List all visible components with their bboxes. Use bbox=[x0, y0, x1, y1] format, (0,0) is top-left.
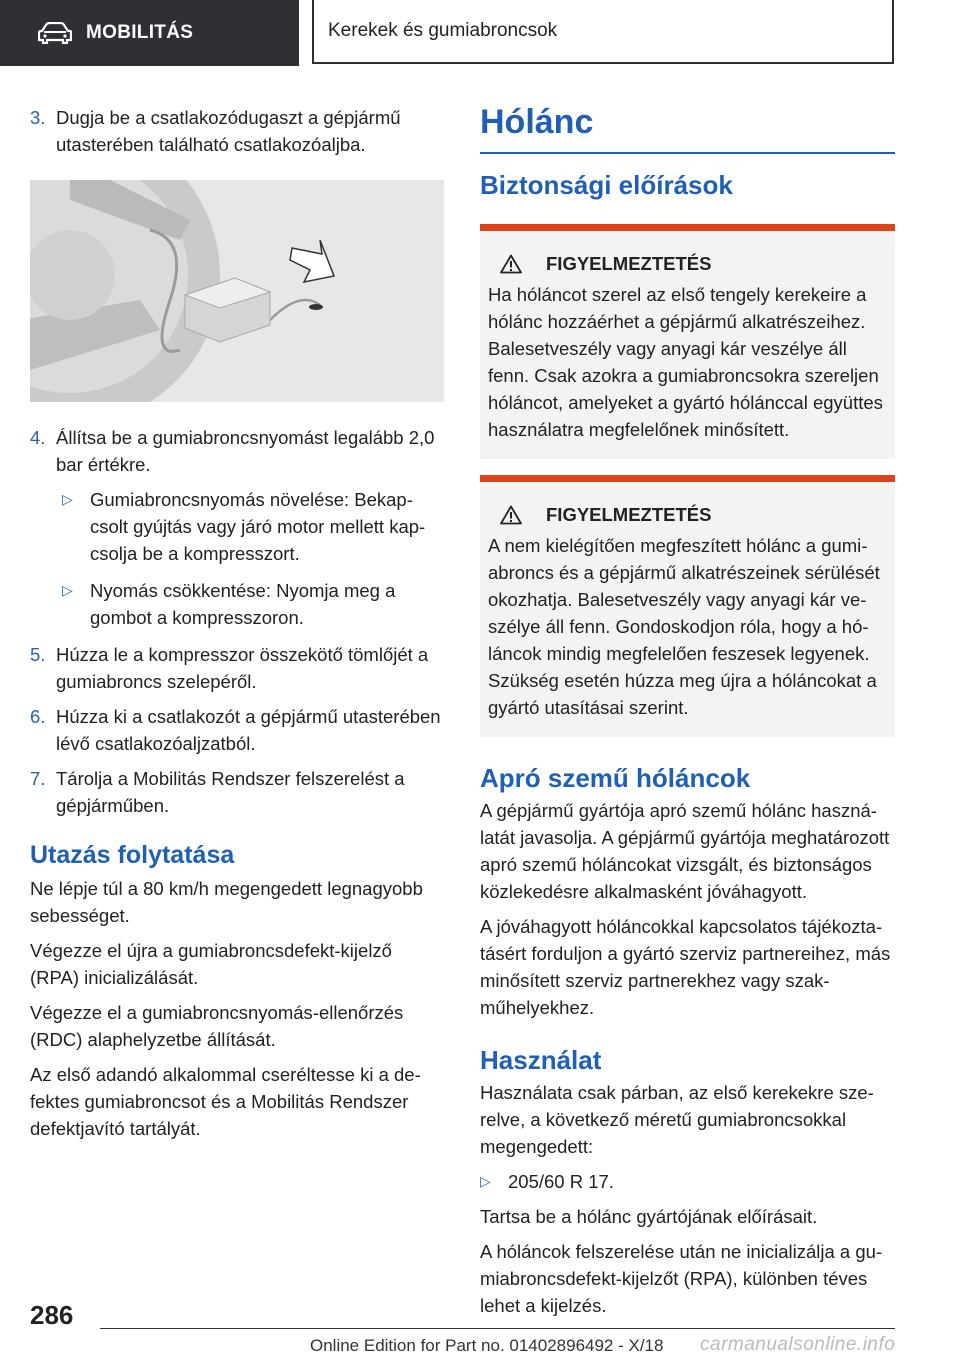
section-header bbox=[0, 0, 299, 66]
footer-divider bbox=[100, 1328, 895, 1329]
section-title: MOBILITÁS bbox=[86, 22, 194, 43]
sub-item-text: Nyomás csökkentése: Nyomja meg a gombot a kompresszoron. bbox=[90, 580, 396, 628]
section-heading: Használat bbox=[480, 1045, 602, 1075]
list-item-text: 205/60 R 17. bbox=[508, 1171, 614, 1192]
sub-item bbox=[56, 577, 444, 631]
step-text: Dugja be a csatlakozódugaszt a gépjármű utasterében található csatlakozóaljba. bbox=[56, 107, 401, 155]
paragraph: Használata csak párban, az első kerekekre szerelve, a következő méretű gumiabroncsokkal megengedett: bbox=[480, 1082, 874, 1157]
step-text: Állítsa be a gumiabroncsnyomást legalább 2,0 bar értékre. bbox=[56, 427, 435, 475]
step-number: 4. bbox=[30, 427, 46, 448]
section-heading: Utazás folytatása bbox=[30, 841, 235, 869]
paragraph: Tartsa be a hólánc gyártójának előírásait. bbox=[480, 1206, 818, 1227]
paragraph: A hóláncok felszerelése után ne inicializálja a gumiabroncsdefekt-kijelzőt (RPA), különben téves lehet a kijelzés. bbox=[480, 1241, 883, 1316]
paragraph: A jóváhagyott hóláncokkal kapcsolatos tájékoztatásért forduljon a gyártó szerviz partnereihez, más minősített szerviz partnerekhez vagy szakműhelyekhez. bbox=[480, 916, 891, 1018]
page-title: Hólánc bbox=[480, 103, 594, 141]
step-number: 6. bbox=[30, 706, 46, 727]
step-text: Tárolja a Mobilitás Rendszer felszerelést a gépjárműben. bbox=[56, 768, 405, 816]
section-heading: Apró szemű hóláncok bbox=[480, 763, 751, 793]
chapter-header bbox=[312, 0, 894, 64]
title-divider bbox=[480, 152, 895, 154]
page-number: 286 bbox=[30, 1300, 74, 1330]
bullet-triangle-icon: ▷ bbox=[62, 582, 73, 598]
compressor-illustration bbox=[30, 180, 444, 402]
step-text: Húzza le a kompresszor összekötő tömlőjét a gumiabroncs szelepéről. bbox=[56, 644, 429, 692]
sub-item bbox=[56, 486, 444, 567]
compressor-diagram bbox=[30, 180, 444, 402]
bullet-triangle-icon: ▷ bbox=[480, 1173, 491, 1189]
warning-triangle-icon bbox=[500, 505, 522, 525]
warning-box bbox=[480, 475, 895, 737]
chapter-title: Kerekek és gumiabroncsok bbox=[328, 20, 558, 41]
step-number: 5. bbox=[30, 644, 46, 665]
paragraph: Az első adandó alkalommal cseréltesse ki a defektes gumiabroncsot és a Mobilitás Rendszer defektjavító tartályát. bbox=[30, 1064, 421, 1139]
step-number: 7. bbox=[30, 768, 46, 789]
warning-text: A nem kielégítően megfeszített hólánc a gumiabroncs és a gépjármű alkatrészeinek sérülését okozhatja. Balesetveszély vagy anyagi kár veszélye áll fenn. Gondoskodjon róla, hogy a hóláncok mindig megfelelően feszesek legyenek. Szükség esetén húzza meg újra a hóláncokat a gyártó utasításai szerint. bbox=[488, 535, 880, 718]
paragraph: Végezze el újra a gumiabroncsdefekt-kijelző (RPA) inicializálását. bbox=[30, 940, 392, 988]
step-3 bbox=[30, 104, 444, 158]
step-number: 3. bbox=[30, 107, 46, 128]
warning-label: FIGYELMEZTETÉS bbox=[546, 504, 712, 525]
step-6 bbox=[30, 703, 444, 757]
step-text: Húzza ki a csatlakozót a gépjármű utasterében lévő csatlakozóaljzatból. bbox=[56, 706, 441, 754]
warning-header bbox=[488, 504, 887, 526]
car-icon bbox=[38, 22, 72, 44]
warning-header bbox=[488, 253, 887, 275]
warning-triangle-icon bbox=[500, 254, 522, 274]
warning-box bbox=[480, 224, 895, 459]
right-column bbox=[480, 100, 895, 1327]
bullet-triangle-icon: ▷ bbox=[62, 491, 73, 507]
watermark: carmanualsonline.info bbox=[700, 1334, 896, 1355]
warning-label: FIGYELMEZTETÉS bbox=[546, 253, 712, 274]
left-column bbox=[30, 104, 444, 1150]
list-item bbox=[480, 1168, 895, 1195]
warning-text: Ha hóláncot szerel az első tengely kerekeire a hólánc hozzáérhet a gépjármű alkatrészeihez. Balesetveszély vagy anyagi kár veszélye áll fenn. Csak azokra a gumiabroncsokra szereljen hóláncot, amelyeket a gyártó hólánccal együttes használatra megfelelőnek minősített. bbox=[488, 284, 883, 440]
sub-item-text: Gumiabroncsnyomás növelése: Bekapcsolt gyújtás vagy járó motor mellett kapcsolja be a kompresszort. bbox=[90, 489, 426, 564]
subsection-heading: Biztonsági előírások bbox=[480, 170, 733, 200]
step-5 bbox=[30, 641, 444, 695]
paragraph: Ne lépje túl a 80 km/h megengedett legnagyobb sebességet. bbox=[30, 878, 423, 926]
paragraph: Végezze el a gumiabroncsnyomás-ellenőrzés (RDC) alaphelyzetbe állítását. bbox=[30, 1002, 404, 1050]
step-4 bbox=[30, 424, 444, 478]
paragraph: A gépjármű gyártója apró szemű hólánc használatát javasolja. A gépjármű gyártója meghatározott apró szemű hóláncokat vizsgált, és biztonságos közlekedésre alkalmasként jóváhagyott. bbox=[480, 800, 890, 902]
step-7 bbox=[30, 765, 444, 819]
edition-text: Online Edition for Part no. 01402896492 - X/18 bbox=[310, 1336, 664, 1355]
